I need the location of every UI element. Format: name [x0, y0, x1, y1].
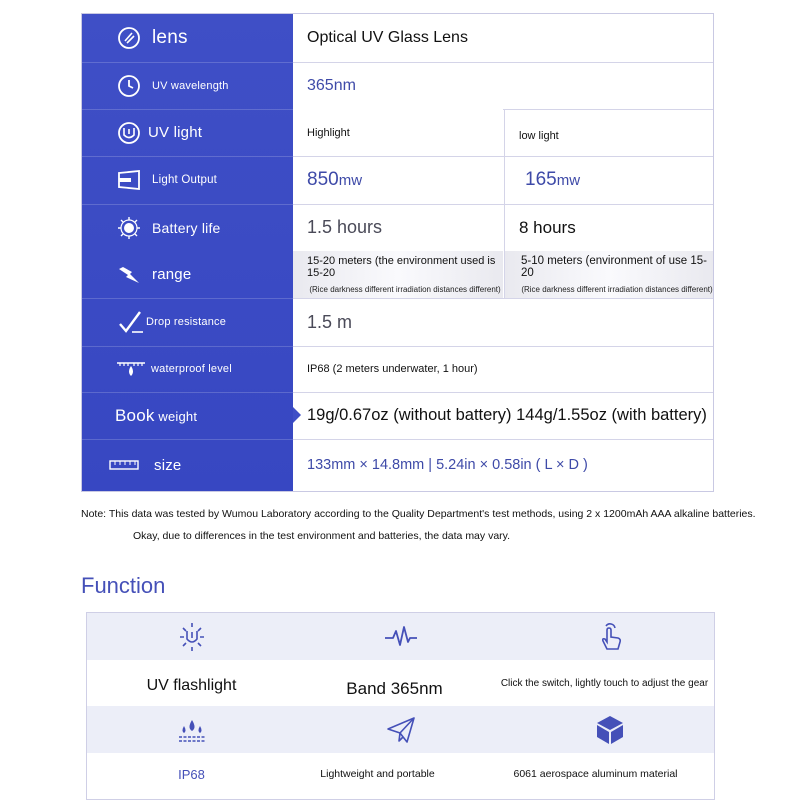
- range-label: range: [152, 266, 192, 283]
- uv-lamp-icon: [87, 613, 296, 660]
- drop-check-icon: [118, 309, 144, 335]
- weight-label-book: Book: [115, 405, 155, 425]
- feature-aluminum: 6061 aerospace aluminum material: [513, 768, 678, 780]
- feature-lightweight: Lightweight and portable: [320, 768, 435, 780]
- spec-row-wavelength: [82, 62, 713, 109]
- spec-row-drop: [82, 298, 713, 346]
- wavelength-value: 365nm: [307, 76, 356, 94]
- waveform-icon: [296, 613, 505, 660]
- wavelength-label: UV wavelength: [152, 79, 229, 92]
- drop-label: Drop resistance: [146, 316, 227, 328]
- spec-row-uv-light: [82, 109, 713, 156]
- paper-plane-icon: [296, 706, 505, 753]
- weight-label: weight: [158, 408, 198, 424]
- waterproof-label: waterproof level: [151, 363, 232, 375]
- sun-battery-icon: [116, 215, 142, 241]
- feature-ip68: IP68: [178, 767, 205, 782]
- high-output-unit: mw: [338, 171, 363, 189]
- spec-row-light-output: [82, 156, 713, 204]
- spec-row-weight: [82, 392, 713, 439]
- feature-switch: Click the switch, lightly touch to adjust the gear: [500, 678, 709, 689]
- range-high-line1: 15-20 meters (the environment used is 15-20: [307, 255, 496, 279]
- weight-value: 19g/0.67oz (without battery) 144g/1.55oz (with battery): [307, 406, 707, 424]
- range-low-line2: (Rice darkness different irradiation distances different): [521, 285, 713, 294]
- variance-note: Okay, due to differences in the test environment and batteries, the data may vary.: [133, 530, 511, 542]
- lens-icon: [116, 25, 142, 51]
- function-title: Function: [81, 573, 166, 598]
- battery-label: Battery life: [152, 219, 221, 236]
- size-value: 133mm × 14.8mm | 5.24in × 0.58in ( L × D ): [307, 457, 588, 473]
- feature-uv-flashlight: UV flashlight: [146, 677, 237, 694]
- range-high-line2: (Rice darkness different irradiation distances different): [309, 285, 501, 294]
- spec-row-range: [82, 251, 713, 298]
- high-output-value: 850: [307, 169, 339, 190]
- range-low-line1: 5-10 meters (environment of use 15-20: [521, 255, 708, 279]
- lens-label: lens: [152, 27, 188, 48]
- size-label: size: [154, 456, 182, 474]
- clock-icon: [116, 73, 142, 99]
- spec-table: [81, 13, 714, 492]
- waterproof-value: IP68 (2 meters underwater, 1 hour): [307, 363, 478, 375]
- low-output-value: 165: [525, 169, 557, 190]
- cube-icon: [505, 706, 714, 753]
- low-output-unit: mw: [556, 171, 581, 189]
- ruler-icon: [109, 452, 139, 478]
- light-output-label: Light Output: [152, 174, 218, 186]
- function-grid: [86, 612, 715, 800]
- lens-value: Optical UV Glass Lens: [307, 29, 468, 46]
- water-ruler-icon: [116, 356, 146, 382]
- spec-row-waterproof: [82, 346, 713, 392]
- battery-high-value: 1.5 hours: [307, 217, 383, 237]
- spec-row-battery: [82, 204, 713, 251]
- beam-icon: [116, 167, 142, 193]
- battery-low-value: 8 hours: [504, 204, 713, 251]
- drop-value: 1.5 m: [307, 311, 353, 332]
- touch-hand-icon: [505, 613, 714, 660]
- water-drops-icon: [87, 706, 296, 753]
- lightning-icon: [116, 262, 142, 288]
- spec-row-size: [82, 439, 713, 491]
- test-note: Note: This data was tested by Wumou Laboratory according to the Quality Department's test methods, using 2 x 1200mAh AAA alkaline batteries.: [81, 508, 756, 520]
- highlight-header: Highlight: [307, 126, 350, 139]
- pointer-arrow: [293, 407, 301, 423]
- spec-row-lens: [82, 14, 713, 62]
- uv-icon: [116, 120, 142, 146]
- feature-band: Band 365nm: [346, 679, 443, 698]
- low-light-header: low light: [519, 129, 559, 142]
- uv-light-label: UV light: [148, 124, 203, 141]
